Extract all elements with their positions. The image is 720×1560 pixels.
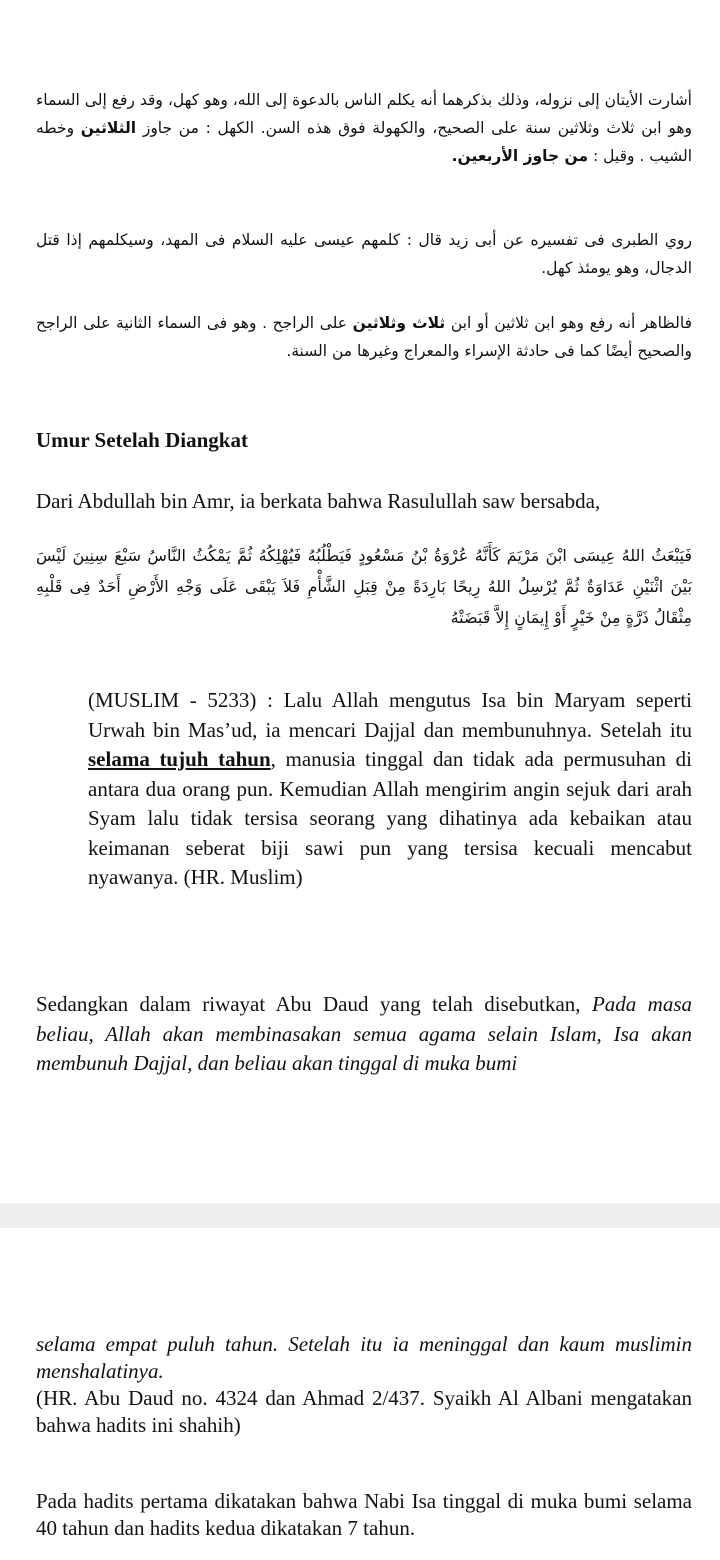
abu-daud-paragraph xyxy=(36,990,692,1079)
arabic-bold-text: من جاوز الأربعين. xyxy=(451,147,589,165)
page-separator xyxy=(0,1203,720,1228)
underlined-emphasis: selama tujuh tahun xyxy=(88,747,271,771)
arabic-text: فالظاهر أنه رفع وهو ابن ثلاثين أو ابن xyxy=(445,314,692,332)
arabic-paragraph-3 xyxy=(36,309,692,365)
arabic-text: وخطه الشيب . وقيل : xyxy=(36,119,692,165)
document-page-2 xyxy=(0,1228,720,1560)
arabic-text: أشارت الأيتان إلى نزوله، وذلك بذكرهما أنه يكلم الناس بالدعوة إلى الله، وهو كهل، وقد رفع إلى السماء وهو ابن ثلاث وثلاثين سنة على الصحيح، والكهولة فوق هذه السن. الكهل : من جاوز xyxy=(36,91,692,137)
intro-paragraph: Dari Abdullah bin Amr, ia berkata bahwa Rasulullah saw bersabda, xyxy=(36,489,601,513)
arabic-bold-text: ثلاث وثلاثين xyxy=(352,314,446,332)
section-heading: Umur Setelah Diangkat xyxy=(36,428,248,452)
continuation-italic-paragraph: selama empat puluh tahun. Setelah itu ia meninggal dan kaum muslimin menshalatinya. xyxy=(36,1332,692,1383)
arabic-bold-text: الثلاثين xyxy=(80,119,137,137)
arabic-paragraph-1 xyxy=(36,86,692,170)
arabic-text: روي الطبرى فى تفسيره عن أبى زيد قال : كلمهم عيسى عليه السلام فى المهد، وسيكلمهم إذا قتل الدجال، وهو يومئذ كهل. xyxy=(36,231,692,277)
arabic-paragraph-2 xyxy=(36,226,692,282)
translation-text: , manusia tinggal dan tidak ada permusuhan di antara dua orang pun. Kemudian Allah mengirim angin sejuk dari arah Syam lalu tidak tersisa seorang yang dihatinya ada kebaikan atau keimanan seberat biji sawi pun yang tersisa kecuali mencabut nyawanya. (HR. Muslim) xyxy=(88,747,692,889)
citation-paragraph: (HR. Abu Daud no. 4324 dan Ahmad 2/437. Syaikh Al Albani mengatakan bahwa hadits ini shahih) xyxy=(36,1386,692,1437)
hadith-translation-paragraph xyxy=(88,686,692,893)
translation-text: (MUSLIM - 5233) : Lalu Allah mengutus Isa bin Maryam seperti Urwah bin Mas’ud, ia mencari Dajjal dan membunuhnya. Setelah itu xyxy=(88,688,692,742)
abu-daud-italic-text: Pada masa beliau, Allah akan membinasakan semua agama selain Islam, Isa akan membunuh Dajjal, dan beliau akan tinggal di muka bumi xyxy=(36,992,692,1075)
conclusion-paragraph: Pada hadits pertama dikatakan bahwa Nabi Isa tinggal di muka bumi selama 40 tahun dan hadits kedua dikatakan 7 tahun. xyxy=(36,1489,692,1540)
arabic-text: على الراجح . وهو فى السماء الثانية على الراجح والصحيح أيضًا كما فى حادثة الإسراء والمعراج وغيرها من السنة. xyxy=(36,314,692,360)
abu-daud-text: Sedangkan dalam riwayat Abu Daud yang telah disebutkan, xyxy=(36,992,592,1016)
hadith-arabic-text: فَيَبْعَثُ اللهُ عِيسَى ابْنَ مَرْيَمَ كَأَنَّهُ عُرْوَةُ بْنُ مَسْعُودٍ فَيَطْلُبُهُ فَيُهْلِكُهُ ثُمَّ يَمْكُثُ النَّاسُ سَبْعَ سِنِينَ لَيْسَ بَيْنَ اثْنَيْنِ عَدَاوَةٌ ثُمَّ يُرْسِلُ اللهُ رِيحًا بَارِدَةً مِنْ قِبَلِ الشَّأْمِ فَلاَ يَبْقَى عَلَى وَجْهِ الأَرْضِ أَحَدٌ فِى قَلْبِهِ مِثْقَالُ ذَرَّةٍ مِنْ خَيْرٍ أَوْ إِيمَانٍ إِلاَّ قَبَضَتْهُ xyxy=(36,546,692,627)
